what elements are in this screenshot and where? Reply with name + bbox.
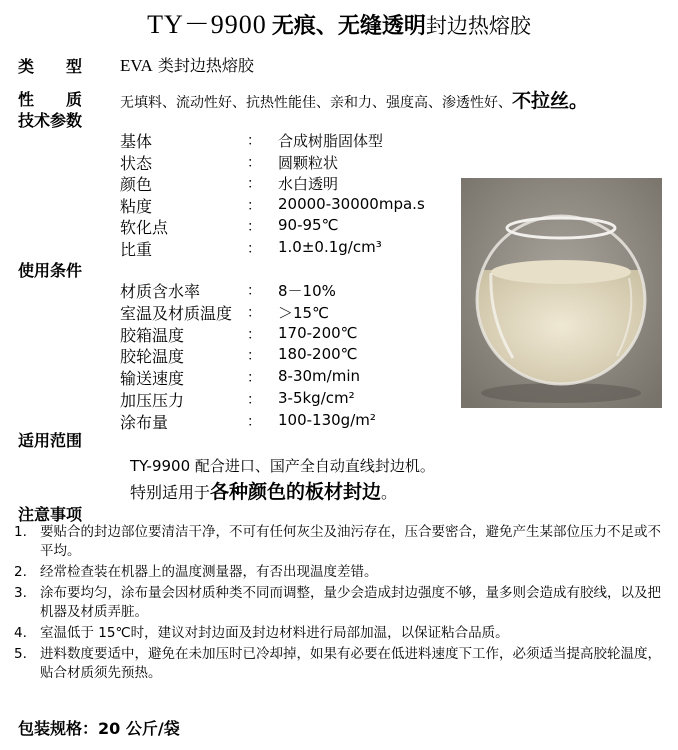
param-colon: ：	[247, 240, 261, 257]
param-name: 软化点	[120, 218, 169, 237]
param-colon: ：	[247, 219, 261, 235]
scope-line-2-bold: 各种颜色的板材封边	[210, 481, 382, 503]
param-name: 比重	[120, 239, 153, 259]
param-colon: ：	[247, 197, 261, 214]
type-label: 类 型	[18, 57, 83, 76]
packaging-value: 20 公斤/袋	[98, 719, 180, 738]
param-name: 基体	[120, 132, 153, 151]
title-code: TY－9900	[147, 10, 267, 39]
param-colon: ：	[247, 133, 261, 149]
packaging-label: 包装规格：	[18, 719, 99, 738]
param-value: 合成树脂固体型	[278, 132, 384, 150]
property-value	[120, 86, 588, 113]
param-value: 水白透明	[278, 175, 339, 193]
note-text: 进料数度要适中，避免在未加压时已冷却掉，如果有必要在低进料速度下工作，必须适当提高胶轮温度，贴合材质须先预热。	[40, 646, 661, 681]
param-value: 100-130g/m²	[278, 410, 376, 429]
note-number: 2.	[14, 564, 27, 580]
param-name: 胶轮温度	[120, 347, 185, 367]
scope-line-2	[130, 477, 397, 504]
note-number: 3.	[14, 585, 27, 601]
param-colon: ：	[247, 413, 261, 430]
param-value: 180-200℃	[278, 345, 358, 364]
title-bold: 无痕、无缝透明	[271, 14, 426, 39]
scope-line-2-normal: 特别适用于	[130, 483, 211, 502]
param-name: 颜色	[120, 175, 153, 194]
property-text-bold: 不拉丝。	[512, 90, 589, 112]
note-text: 经常检查装在机器上的温度测量器，有否出现温度差错。	[40, 564, 378, 580]
type-value-latin: EVA	[120, 56, 153, 75]
param-value: 20000-30000mpa.s	[278, 194, 425, 213]
packaging	[18, 716, 180, 739]
scope-line-2-end: 。	[381, 483, 398, 502]
param-value: ＞15℃	[278, 303, 329, 322]
param-name: 室温及材质温度	[120, 303, 233, 323]
param-colon: ：	[247, 154, 261, 171]
note-item	[14, 624, 674, 643]
param-colon: ：	[247, 392, 261, 408]
param-value: 3-5kg/cm²	[278, 389, 355, 407]
scope-label: 适用范围	[18, 431, 83, 450]
note-text: 要贴合的封边部位要清洁干净，不可有任何灰尘及油污存在，压合要密合，避免产生某部位压力不足或不平均。	[40, 524, 661, 559]
type-value	[120, 53, 254, 76]
scope-line-1: TY-9900 配合进口、国产全自动直线封边机。	[130, 457, 435, 475]
param-name: 涂布量	[120, 412, 169, 432]
property-label: 性 质	[18, 90, 83, 109]
page-title	[0, 4, 678, 41]
param-colon: ：	[247, 370, 261, 387]
note-number: 1.	[14, 524, 27, 540]
param-name: 状态	[120, 153, 153, 173]
note-item	[14, 584, 674, 622]
property-text: 无填料、流动性好、抗热性能佳、亲和力、强度高、渗透性好、	[120, 95, 512, 111]
param-name: 粘度	[120, 196, 153, 216]
param-name: 材质含水率	[120, 282, 201, 301]
param-value: 170-200℃	[278, 323, 358, 342]
tech-label: 技术参数	[18, 111, 83, 130]
type-value-rest: 类封边热熔胶	[157, 56, 254, 75]
note-item	[14, 645, 674, 683]
param-value: 1.0±0.1g/cm³	[278, 237, 382, 256]
note-item	[14, 563, 674, 582]
param-value: 8-30m/min	[278, 367, 360, 386]
param-value: 8－10%	[278, 282, 336, 300]
param-value: 圆颗粒状	[278, 153, 339, 172]
param-colon: ：	[247, 348, 261, 365]
param-name: 输送速度	[120, 369, 185, 389]
note-item	[14, 523, 674, 561]
note-number: 5.	[14, 646, 27, 662]
param-name: 胶箱温度	[120, 325, 185, 345]
param-colon: ：	[247, 326, 261, 343]
product-photo	[461, 178, 662, 408]
note-text: 涂布要均匀，涂布量会因材质种类不同而调整，量少会造成封边强度不够，量多则会造成有胶线，以及把机器及材质弄脏。	[40, 585, 661, 620]
notes-label: 注意事项	[18, 505, 83, 524]
title-rest: 封边热熔胶	[425, 14, 531, 38]
param-colon: ：	[247, 304, 261, 321]
param-colon: ：	[247, 176, 261, 192]
param-colon: ：	[247, 283, 261, 299]
notes-list	[14, 523, 674, 685]
note-number: 4.	[14, 625, 27, 641]
param-name: 加压压力	[120, 391, 185, 410]
param-value: 90-95℃	[278, 216, 339, 234]
note-text: 室温低于 15℃时，建议对封边面及封边材料进行局部加温，以保证粘合品质。	[40, 625, 509, 641]
conditions-label: 使用条件	[18, 261, 83, 280]
glass-bowl-image	[461, 178, 662, 408]
